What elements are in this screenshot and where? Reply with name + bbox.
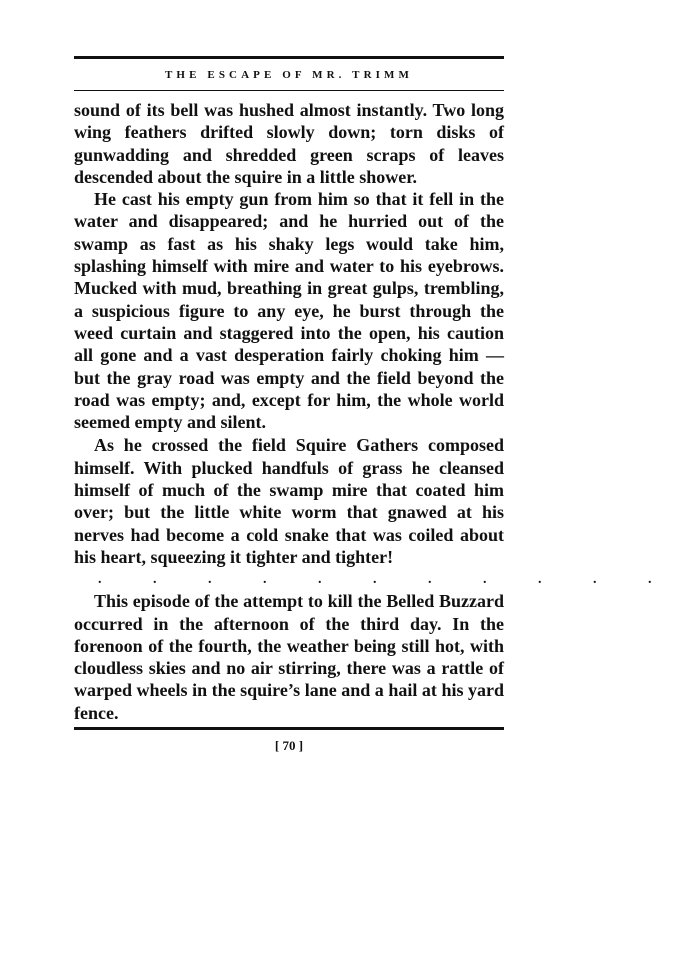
section-break: . . . . . . . . . . . xyxy=(98,572,676,588)
book-page xyxy=(74,56,676,754)
running-title: THE ESCAPE OF MR. TRIMM xyxy=(165,69,413,81)
paragraph-continuation: sound of its bell was hushed almost instantly. Two long wing feathers drifted slowly down; torn disks of gunwadding and shredded green scraps of leaves descended about the squire in a little shower. xyxy=(74,100,504,187)
paragraph: He cast his empty gun from him so that it fell in the water and disappeared; and he hurried out of the swamp as fast as his shaky legs would take him, splashing himself with mire and water to his eyebrows. Mucked with mud, breathing in great gulps, trembling, a suspicious figure to any eye, he burst through the weed curtain and staggered into the open, his caution all gone and a vast desperation fairly choking him — but the gray road was empty and the field beyond the road was empty; and, except for him, the whole world seemed empty and silent. xyxy=(74,189,504,433)
body-text xyxy=(74,99,676,724)
bottom-rule xyxy=(74,727,504,730)
top-rule xyxy=(74,56,504,59)
paragraph: As he crossed the field Squire Gathers composed himself. With plucked handfuls of grass he cleansed himself of much of the swamp mire that coated him over; but the little white worm that gnawed at his nerves had become a cold snake that was coiled about his heart, squeezing it tighter and tighter! xyxy=(74,435,504,567)
header-rule xyxy=(74,90,504,91)
page-number: [ 70 ] xyxy=(274,738,304,754)
paragraph: This episode of the attempt to kill the Belled Buzzard occurred in the afternoon of the third day. In the forenoon of the fourth, the weather being still hot, with cloudless skies and no air stirring, there was a rattle of warped wheels in the squire’s lane and a hail at his yard fence. xyxy=(74,591,504,723)
